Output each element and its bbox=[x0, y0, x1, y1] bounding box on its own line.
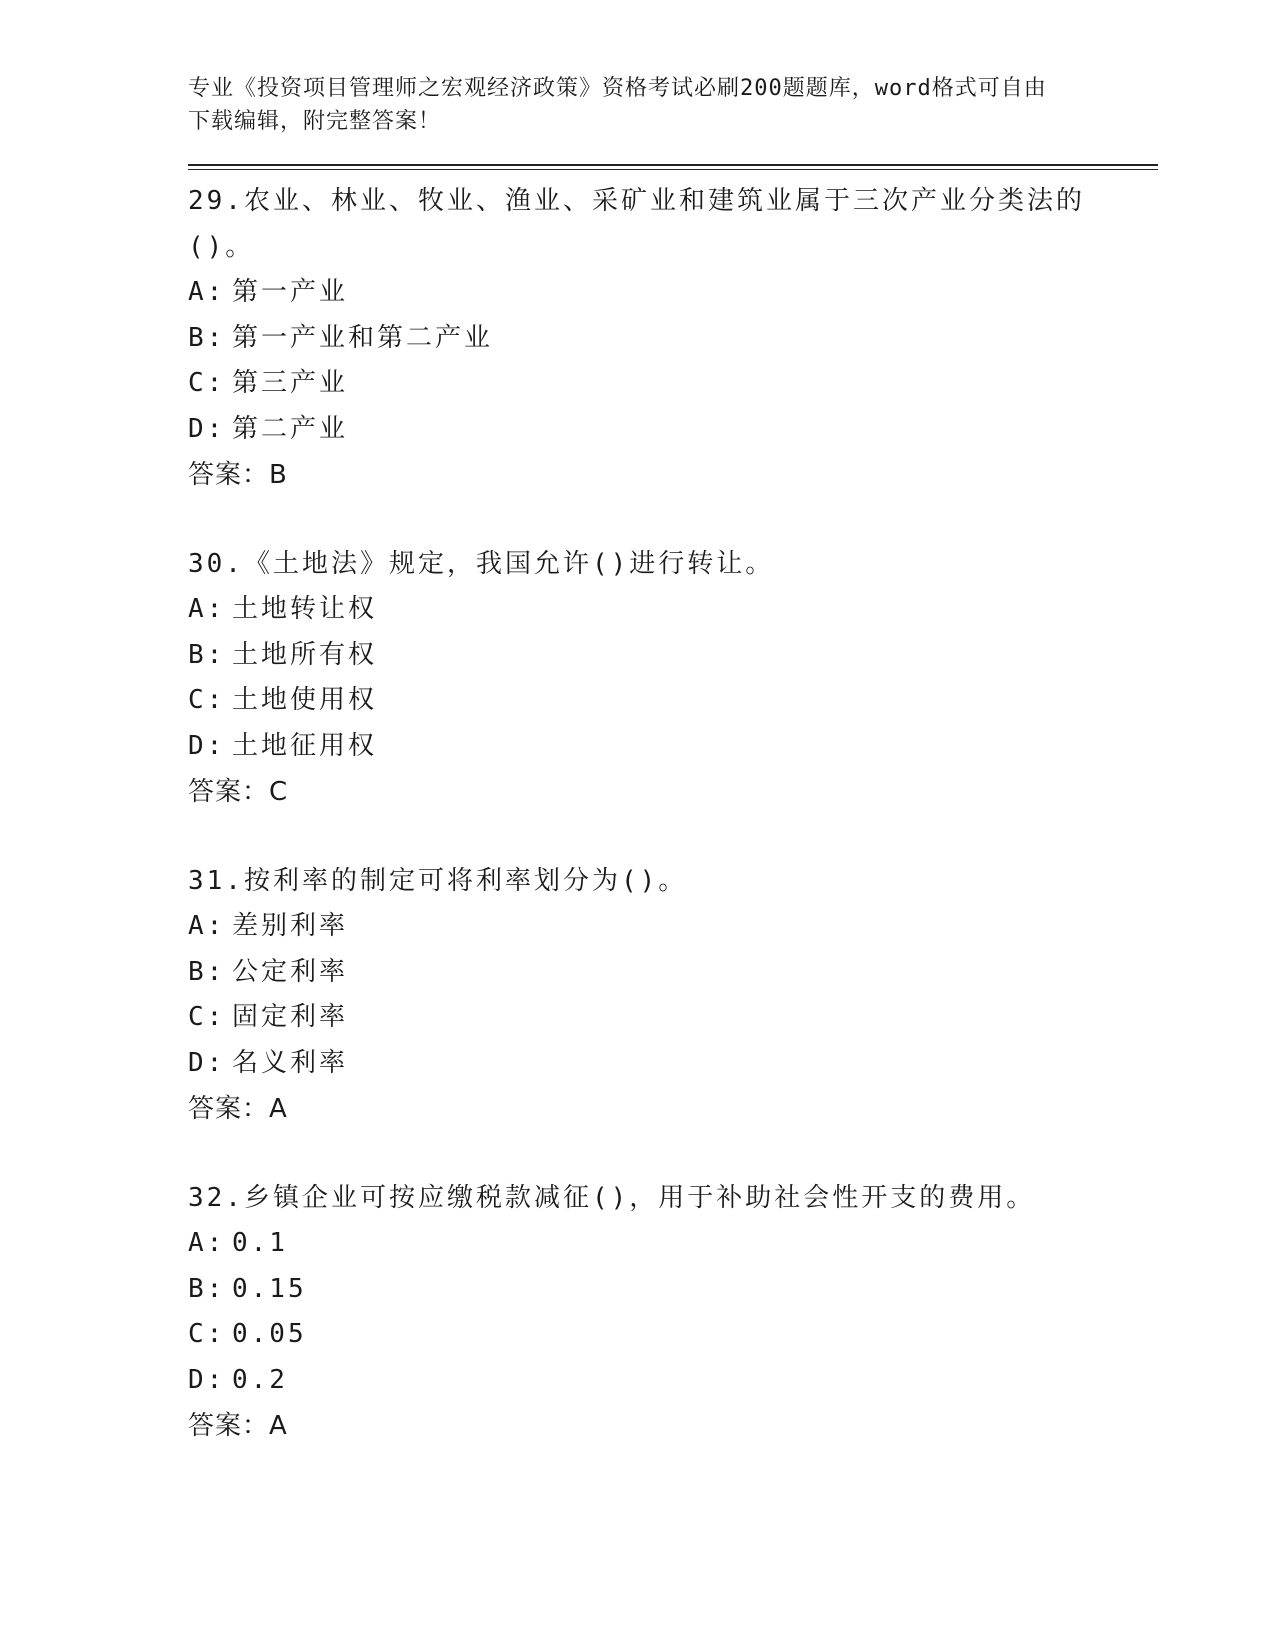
option-text: 差别利率 bbox=[232, 911, 349, 941]
answer-line: 答案：C bbox=[188, 777, 289, 807]
option-a bbox=[188, 270, 1158, 316]
option-b bbox=[188, 633, 1158, 679]
question-31 bbox=[188, 858, 1158, 1132]
answer-line: 答案：A bbox=[188, 1094, 288, 1124]
option-a bbox=[188, 904, 1158, 950]
option-letter: A: bbox=[188, 594, 226, 624]
option-letter: D: bbox=[188, 1364, 226, 1395]
document-page bbox=[188, 72, 1158, 1492]
option-text: 第三产业 bbox=[232, 368, 349, 398]
option-c bbox=[188, 1312, 1158, 1358]
answer-line: 答案：B bbox=[188, 460, 288, 490]
option-c bbox=[188, 678, 1158, 724]
option-text: 固定利率 bbox=[232, 1002, 349, 1032]
option-letter: B: bbox=[188, 956, 226, 987]
option-letter: B: bbox=[188, 1273, 226, 1304]
option-letter: D: bbox=[188, 413, 226, 444]
option-text: 土地转让权 bbox=[232, 594, 378, 624]
option-text: 土地征用权 bbox=[232, 730, 378, 761]
question-stem: 29.农业、林业、牧业、渔业、采矿业和建筑业属于三次产业分类法的()。 bbox=[188, 186, 1085, 262]
document-header: 专业《投资项目管理师之宏观经济政策》资格考试必刷200题题库，word格式可自由下载编辑，附完整答案！ bbox=[188, 76, 1047, 134]
option-letter: A: bbox=[188, 911, 226, 941]
option-letter: B: bbox=[188, 639, 226, 670]
question-stem: 31.按利率的制定可将利率划分为()。 bbox=[188, 866, 688, 896]
question-32 bbox=[188, 1175, 1158, 1449]
option-letter: C: bbox=[188, 368, 226, 398]
question-30 bbox=[188, 541, 1158, 815]
question-list bbox=[188, 178, 1158, 1449]
option-text: 公定利率 bbox=[232, 956, 349, 987]
option-letter: A: bbox=[188, 1228, 226, 1258]
option-letter: C: bbox=[188, 1002, 226, 1032]
option-text: 第一产业和第二产业 bbox=[232, 322, 494, 353]
option-text: 第二产业 bbox=[232, 413, 349, 444]
option-letter: B: bbox=[188, 322, 226, 353]
header-divider bbox=[188, 164, 1158, 170]
option-text: 0.05 bbox=[232, 1319, 307, 1349]
option-letter: C: bbox=[188, 1319, 226, 1349]
option-a bbox=[188, 1221, 1158, 1267]
option-letter: D: bbox=[188, 730, 226, 761]
option-b bbox=[188, 1267, 1158, 1313]
question-29 bbox=[188, 178, 1158, 498]
option-d bbox=[188, 1041, 1158, 1087]
option-a bbox=[188, 587, 1158, 633]
option-text: 名义利率 bbox=[232, 1047, 349, 1078]
option-text: 0.15 bbox=[232, 1273, 307, 1304]
question-stem: 32.乡镇企业可按应缴税款减征()，用于补助社会性开支的费用。 bbox=[188, 1183, 1036, 1213]
option-b bbox=[188, 316, 1158, 362]
option-c bbox=[188, 995, 1158, 1041]
option-text: 土地所有权 bbox=[232, 639, 378, 670]
option-text: 0.2 bbox=[232, 1364, 288, 1395]
question-stem: 30.《土地法》规定，我国允许()进行转让。 bbox=[188, 549, 775, 579]
option-d bbox=[188, 724, 1158, 770]
option-text: 第一产业 bbox=[232, 277, 349, 307]
option-d bbox=[188, 1358, 1158, 1404]
option-text: 0.1 bbox=[232, 1228, 288, 1258]
option-letter: D: bbox=[188, 1047, 226, 1078]
option-text: 土地使用权 bbox=[232, 685, 378, 715]
option-c bbox=[188, 361, 1158, 407]
option-letter: C: bbox=[188, 685, 226, 715]
option-d bbox=[188, 407, 1158, 453]
answer-line: 答案：A bbox=[188, 1411, 288, 1441]
option-b bbox=[188, 950, 1158, 996]
option-letter: A: bbox=[188, 277, 226, 307]
